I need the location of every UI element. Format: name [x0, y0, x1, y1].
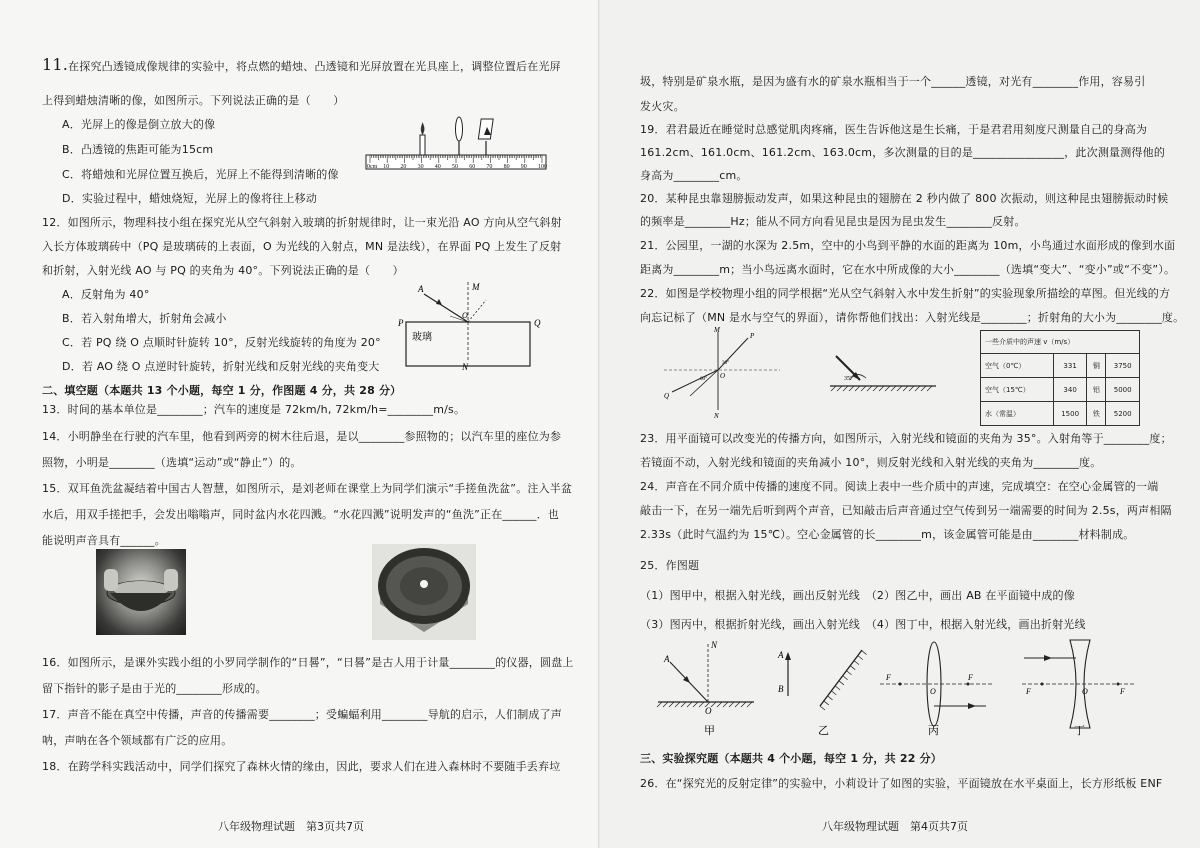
q16-line-1: 16．如图所示，是课外实践小组的小罗同学制作的“日晷”，“日晷”是古人用于计量________的仪器，圆盘上: [42, 656, 574, 669]
section-2-heading: 二、填空题（本题共 13 个小题，每空 1 分，作图题 4 分，共 28 分）: [42, 384, 402, 397]
figure-yi: [777, 650, 867, 710]
caption-bing: 丙: [928, 725, 939, 737]
jia-label-o: O: [705, 706, 712, 716]
table-row: 水（常温） 1500 铁 5200: [981, 402, 1140, 426]
ruler-label: 80: [503, 164, 510, 170]
drawing-figures: [650, 636, 1170, 738]
q26-line-1: 26．在“探究光的反射定律”的实验中，小莉设计了如图的实验，平面镜放在水平桌面上，长方形纸板 ENF: [640, 777, 1163, 790]
candle: [420, 135, 425, 155]
page-3-footer: 八年级物理试题 第3页共7页: [218, 820, 364, 833]
yi-label-b: B: [778, 684, 784, 694]
jia-label-n: N: [711, 640, 718, 650]
q11-option-d: D．实验过程中，蜡烛烧短，光屏上的像将往上移动: [62, 192, 318, 205]
water-refraction-sketch: [660, 326, 790, 418]
convex-lens: [456, 117, 463, 141]
sundial-photo: [372, 544, 476, 640]
q18-line-1: 18．在跨学科实践活动中，同学们探究了森林火情的缘由，因此，要求人们在进入森林时不要随手丢弃垃: [42, 760, 561, 773]
q25-title: 25．作图题: [640, 559, 700, 572]
caption-yi: 乙: [818, 725, 829, 737]
yi-label-a: A: [778, 650, 784, 660]
sketch-label-q: Q: [664, 392, 670, 400]
fig-label-p: P: [398, 318, 404, 328]
mirror-angle-label: 35°: [844, 376, 853, 382]
ruler-label: 70: [486, 164, 493, 170]
mirror-sketch: [828, 350, 940, 400]
q21-line-2: 距离为________m；当小鸟远离水面时，它在水中所成像的大小________（选填“变大”、“变小”或“不变”）。: [640, 263, 1176, 276]
table-row: 空气（0℃） 331 铜 3750: [981, 354, 1140, 378]
ding-label-f1: F: [1026, 687, 1031, 696]
sketch-label-n: N: [714, 412, 719, 418]
sketch-angle-2: 60°: [700, 377, 707, 382]
fig-label-o: O: [462, 311, 468, 320]
optical-bench-figure: [364, 113, 550, 175]
q24-line-3: 2.33s（此时气温约为 15℃）。空心金属管的长________m，该金属管可能是由________材料制成。: [640, 528, 1135, 541]
q19-line-1: 19．君君最近在睡觉时总感觉肌肉疼痛，医生告诉他这是生长痛，于是君君用刻度尺测量自己的身高为: [640, 123, 1148, 136]
fig-label-a: A: [418, 284, 424, 294]
table-caption: 一些介质中的声速 v（m/s）: [981, 331, 1140, 354]
q21-line-1: 21．公园里，一湖的水深为 2.5m，空中的小鸟到平静的水面的距离为 10m，小鸟通过水面形成的像到水面: [640, 239, 1176, 252]
q25-line-2: （3）图丙中，根据折射光线，画出入射光线 （4）图丁中，根据入射光线，画出折射光线: [640, 618, 1086, 631]
q23-line-1: 23．用平面镜可以改变光的传播方向，如图所示，入射光线和镜面的夹角为 35°。入射角等于________度；: [640, 432, 1172, 445]
ruler-label: 10: [383, 164, 390, 170]
q22-line-1: 22．如图是学校物理小组的同学根据“光从空气斜射入水中发生折射”的实验现象所描绘的草图。但光线的方: [640, 287, 1171, 300]
q14-line-1: 14．小明静坐在行驶的汽车里，他看到两旁的树木往后退，是以________参照物的；以汽车里的座位为参: [42, 430, 562, 443]
q17-line-1: 17．声音不能在真空中传播，声音的传播需要________；受蝙蝠利用________导航的启示，人们制成了声: [42, 708, 562, 721]
glass-refraction-figure: [390, 280, 550, 372]
ruler-label: 30: [417, 164, 424, 170]
q15-line-1: 15．双耳鱼洗盆凝结着中国古人智慧，如图所示，是刘老师在课堂上为同学们演示“手搓鱼洗盆”。注入半盆: [42, 482, 573, 495]
fig-label-m: M: [472, 282, 480, 292]
q12-line-3: 和折射，入射光线 AO 与 PQ 的夹角为 40°。下列说法正确的是（ ）: [42, 264, 404, 277]
caption-jia: 甲: [704, 725, 715, 737]
figure-jia: [657, 640, 754, 716]
q12-option-b: B．若入射角增大，折射角会减小: [62, 312, 227, 325]
table-row: 空气（15℃） 340 铝 5000: [981, 378, 1140, 402]
page-4-footer: 八年级物理试题 第4页共7页: [822, 820, 968, 833]
q22-line-2: 向忘记标了（MN 是水与空气的界面），请你帮他们找出：入射光线是________；折射角的大小为________度。: [640, 311, 1185, 324]
fish-basin-photo: [96, 549, 186, 635]
sketch-label-p: P: [750, 332, 755, 340]
fig-label-n: N: [462, 362, 469, 372]
section-3-heading: 三、实验探究题（本题共 4 个小题，每空 1 分，共 22 分）: [640, 752, 942, 765]
q11-number: 11.: [42, 55, 69, 74]
q19-line-3: 身高为________cm。: [640, 169, 748, 182]
q25-line-1: （1）图甲中，根据入射光线，画出反射光线 （2）图乙中，画出 AB 在平面镜中成的像: [640, 589, 1075, 602]
figure-bing: [880, 642, 994, 726]
q12-option-c: C．若 PQ 绕 O 点顺时针旋转 10°，反射光线旋转的角度为 20°: [62, 336, 381, 349]
sketch-label-o: O: [720, 372, 726, 380]
q20-line-1: 20．某种昆虫靠翅膀振动发声，如果这种昆虫的翅膀在 2 秒内做了 800 次振动，则这种昆虫翅膀振动时候: [640, 192, 1169, 205]
light-screen: [478, 119, 493, 139]
q20-line-2: 的频率是________Hz；能从不同方向看见昆虫是因为昆虫发生________反射。: [640, 215, 1026, 228]
ruler-label: 60: [469, 164, 476, 170]
q16-line-2: 留下指针的影子是由于光的________形成的。: [42, 682, 267, 695]
fig-label-glass: 玻璃: [412, 332, 432, 343]
q12-line-2: 入长方体玻璃砖中（PQ 是玻璃砖的上表面，O 为光线的入射点，MN 是法线），在界面 PQ 上发生了反射: [42, 240, 562, 253]
ding-label-f2: F: [1120, 687, 1125, 696]
q12-option-d: D．若 AO 绕 O 点逆时针旋转，折射光线和反射光线的夹角变大: [62, 360, 380, 373]
q12-option-a: A．反射角为 40°: [62, 288, 150, 301]
q11-option-a: A．光屏上的像是倒立放大的像: [62, 118, 216, 131]
q11-option-b: B．凸透镜的焦距可能为15cm: [62, 143, 214, 156]
q12-line-1: 12．如图所示，物理科技小组在探究光从空气斜射入玻璃的折射规律时，让一束光沿 AO 方向从空气斜射: [42, 216, 562, 229]
sketch-label-m: M: [714, 326, 720, 334]
ruler-label: 40: [434, 164, 441, 170]
q15-line-3: 能说明声音具有______。: [42, 534, 166, 547]
ding-label-o: O: [1082, 687, 1088, 696]
q11-option-c: C．将蜡烛和光屏位置互换后，光屏上不能得到清晰的像: [62, 168, 339, 181]
bing-label-o: O: [930, 687, 936, 696]
bing-label-f1: F: [886, 673, 891, 682]
q23-line-2: 若镜面不动，入射光线和镜面的夹角减小 10°，则反射光线和入射光线的夹角为________度。: [640, 456, 1102, 469]
ruler-label: 90: [520, 164, 527, 170]
figure-ding: [1022, 640, 1136, 728]
fig-label-q: Q: [534, 318, 541, 328]
ruler-label: 20: [400, 164, 407, 170]
q24-line-1: 24．声音在不同介质中传播的速度不同。阅读上表中一些介质中的声速，完成填空：在空心金属管的一端: [640, 480, 1159, 493]
candle-flame: [421, 122, 425, 135]
q14-line-2: 照物，小明是________（选填“运动”或“静止”）的。: [42, 456, 302, 469]
ruler-label: 0cm: [367, 164, 378, 170]
q11-line-1: 11.在探究凸透镜成像规律的实验中，将点燃的蜡烛、凸透镜和光屏放置在光具座上，调整位置后在光屏: [42, 55, 561, 74]
q24-line-2: 敲击一下，在另一端先后听到两个声音，已知敲击后声音通过空气传到另一端需要的时间为 2.5s，两声相隔: [640, 504, 1172, 517]
q18-cont-line-2: 发火灾。: [640, 100, 685, 113]
caption-ding: 丁: [1074, 725, 1085, 737]
sound-speed-table: [980, 330, 1140, 426]
jia-label-a: A: [664, 654, 670, 664]
q15-line-2: 水后，用双手搓把手，会发出嗡嗡声，同时盆内水花四溅。“水花四溅”说明发声的“鱼洗”正在______．也: [42, 508, 559, 521]
q18-cont-line-1: 圾，特别是矿泉水瓶，是因为盛有水的矿泉水瓶相当于一个______透镜，对光有________作用，容易引: [640, 75, 1146, 88]
q11-line-2: 上得到蜡烛清晰的像，如图所示。下列说法正确的是（ ）: [42, 94, 345, 107]
ruler-label: 100: [538, 164, 547, 170]
sketch-angle-1: 30°: [722, 361, 729, 366]
q17-line-2: 呐，声呐在各个领域都有广泛的应用。: [42, 734, 233, 747]
page-4: [600, 0, 1200, 848]
q19-line-2: 161.2cm、161.0cm、161.2cm、163.0cm，多次测量的目的是________________，此次测量测得他的: [640, 146, 1166, 159]
q13: 13．时间的基本单位是________；汽车的速度是 72km/h, 72km/h=________m/s。: [42, 403, 466, 416]
ruler-label: 50: [452, 164, 458, 170]
bing-label-f2: F: [968, 673, 973, 682]
